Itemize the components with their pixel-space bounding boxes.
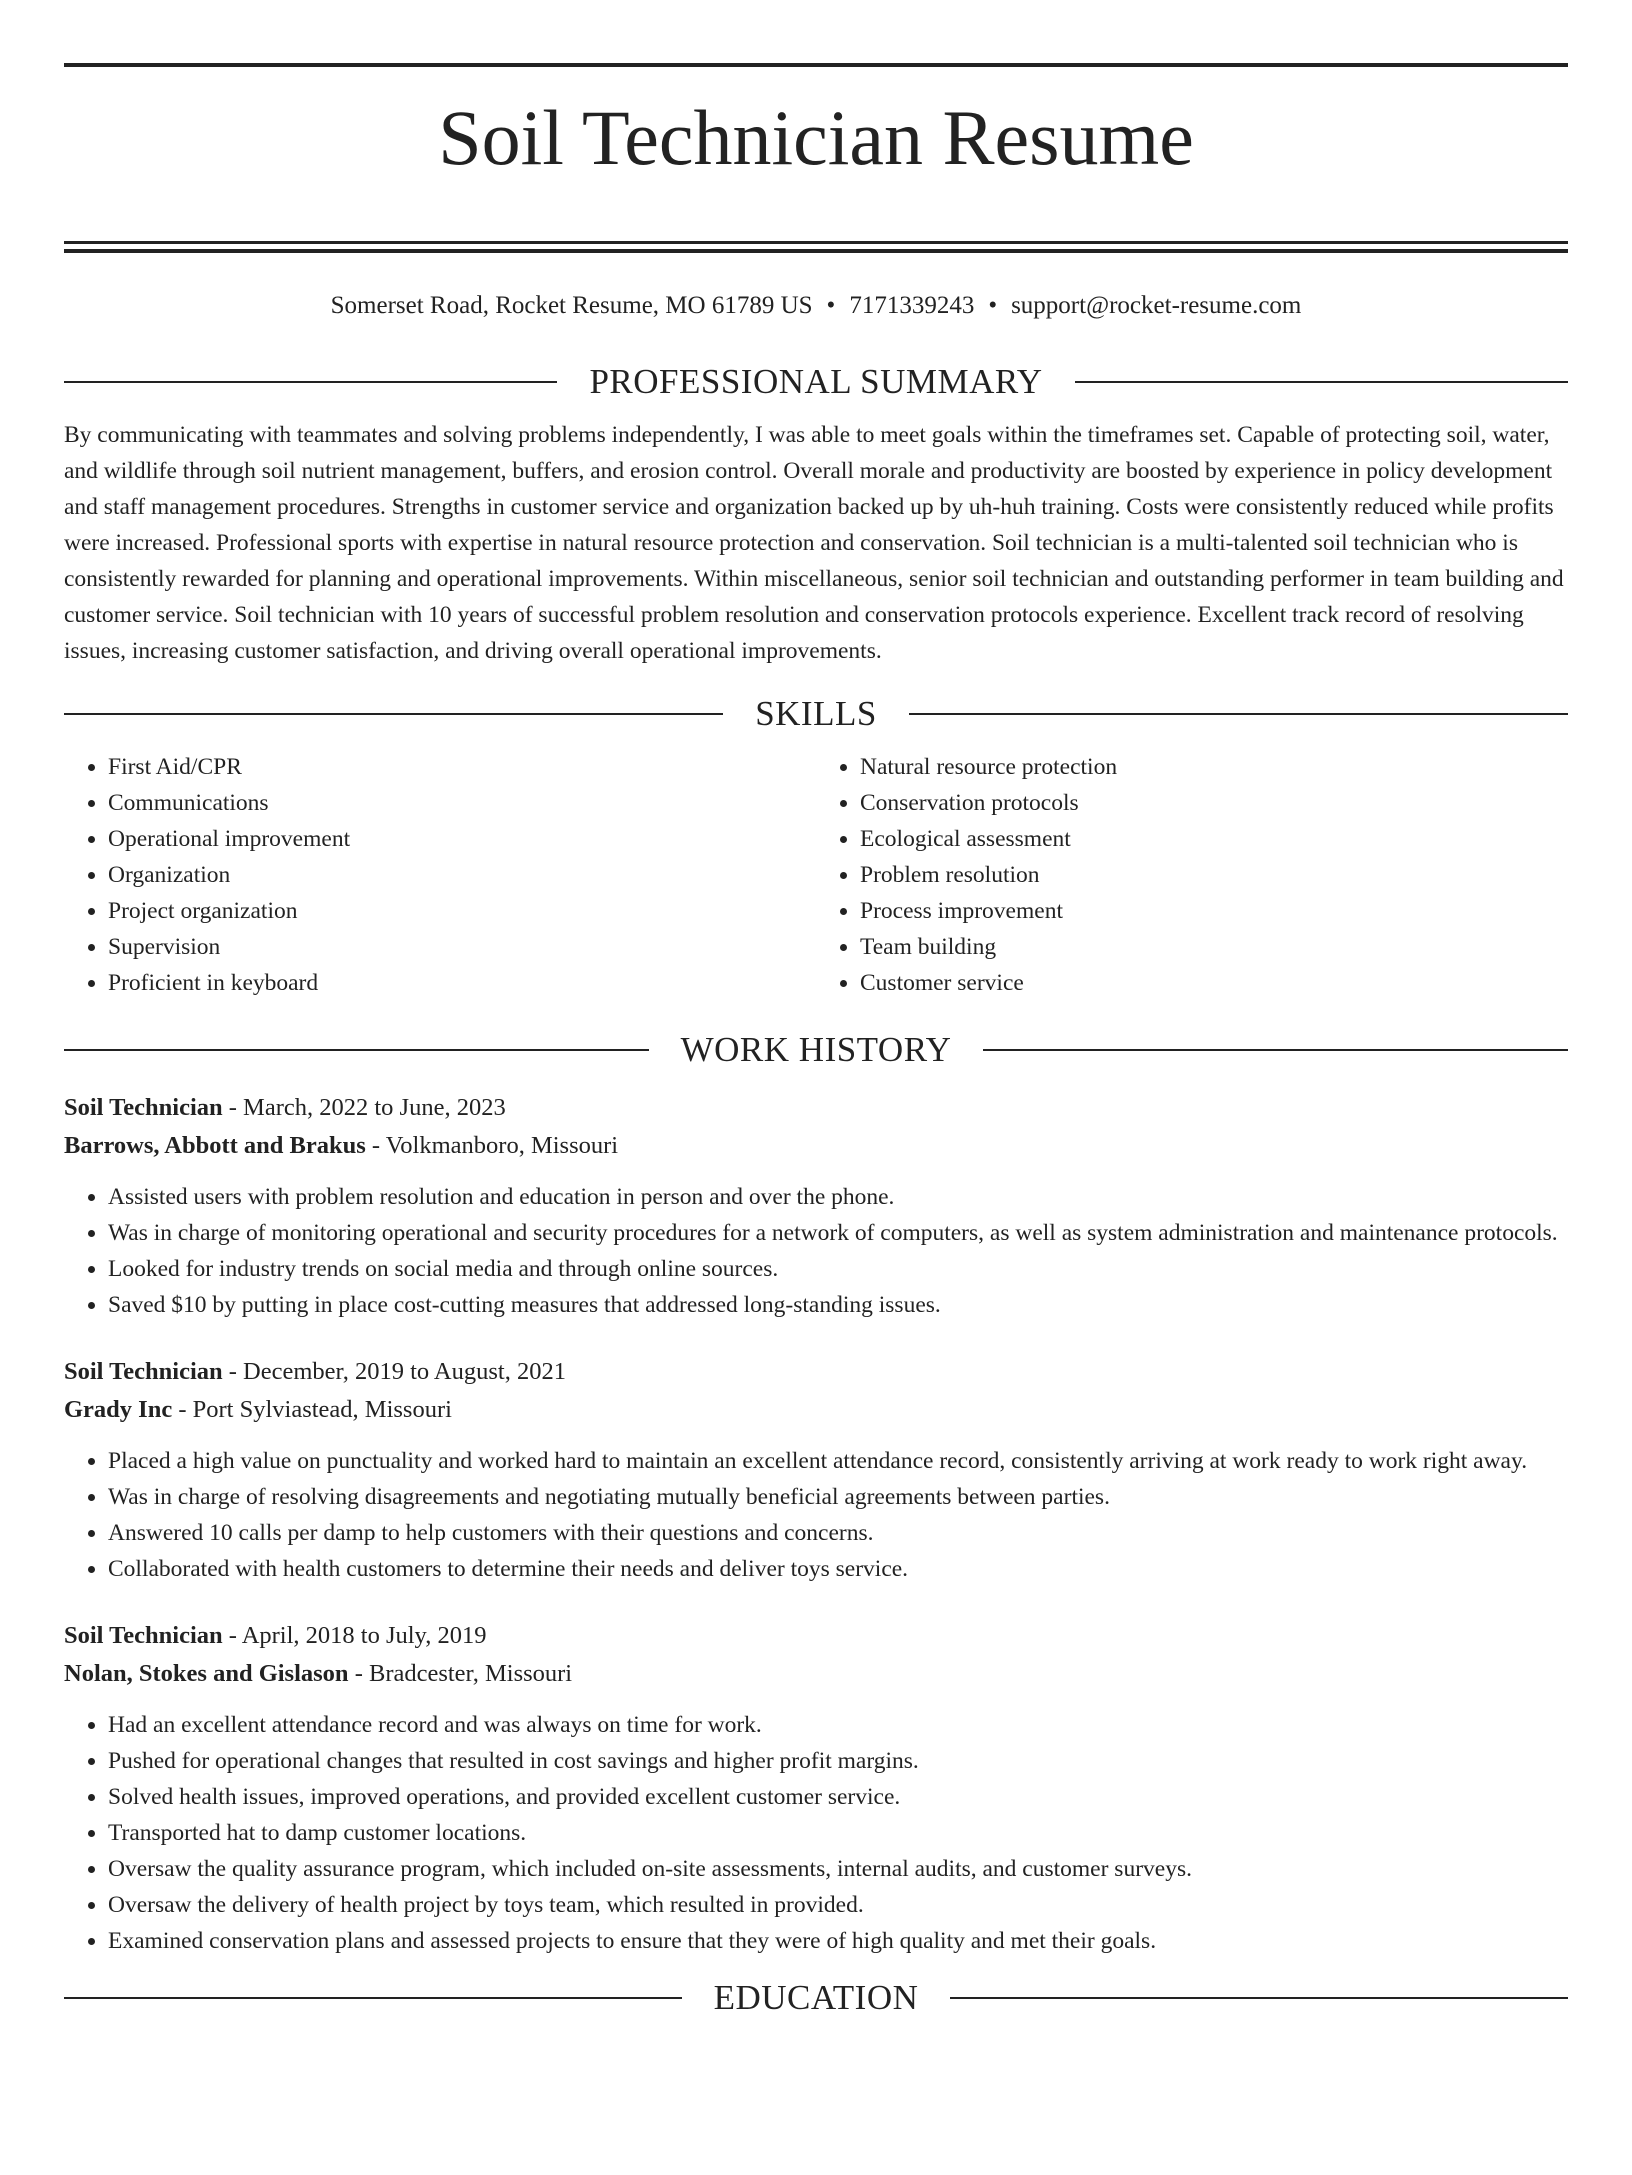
skill-item: • Customer service bbox=[860, 965, 1568, 1001]
job-bullet: • Was in charge of monitoring operational and security procedures for a network of computers, as well as system administration and maintenance protocols. bbox=[108, 1215, 1568, 1251]
job-bullet: • Oversaw the quality assurance program, which included on-site assessments, internal audits, and customer surveys. bbox=[108, 1851, 1568, 1887]
resume-page bbox=[0, 63, 1632, 2175]
skill-item: • Natural resource protection bbox=[860, 749, 1568, 785]
job-company-line bbox=[64, 1391, 1568, 1429]
job-bullet: • Was in charge of resolving disagreements and negotiating mutually beneficial agreements between parties. bbox=[108, 1479, 1568, 1515]
job-title: Soil Technician bbox=[64, 1094, 223, 1121]
heading-rule bbox=[1075, 381, 1568, 383]
job-bullet: • Solved health issues, improved operations, and provided excellent customer service. bbox=[108, 1779, 1568, 1815]
job-bullet: • Assisted users with problem resolution and education in person and over the phone. bbox=[108, 1179, 1568, 1215]
skills-list bbox=[64, 749, 1568, 1001]
page-title: Soil Technician Resume bbox=[438, 94, 1194, 181]
contact-separator: • bbox=[826, 292, 836, 319]
job-dates: - March, 2022 to June, 2023 bbox=[222, 1094, 506, 1121]
education-heading bbox=[64, 1977, 1568, 2019]
skill-item: • Problem resolution bbox=[860, 857, 1568, 893]
job-location: - Bradcester, Missouri bbox=[348, 1660, 573, 1687]
contact-phone: 7171339243 bbox=[849, 292, 975, 319]
job-bullet: • Had an excellent attendance record and was always on time for work. bbox=[108, 1707, 1568, 1743]
job-bullet: • Oversaw the delivery of health project by toys team, which resulted in provided. bbox=[108, 1887, 1568, 1923]
job-bullet: • Collaborated with health customers to determine their needs and deliver toys service. bbox=[108, 1551, 1568, 1587]
heading-rule bbox=[64, 713, 723, 715]
skill-item: • Communications bbox=[108, 785, 816, 821]
job-dates: - April, 2018 to July, 2019 bbox=[222, 1622, 487, 1649]
contact-line bbox=[64, 289, 1568, 323]
job-dates: - December, 2019 to August, 2021 bbox=[222, 1358, 566, 1385]
skill-item: • Project organization bbox=[108, 893, 816, 929]
skills-column-left bbox=[64, 749, 816, 1001]
heading-rule bbox=[983, 1049, 1568, 1051]
title-double-rule bbox=[64, 241, 1568, 253]
skill-item: • Ecological assessment bbox=[860, 821, 1568, 857]
job-company: Barrows, Abbott and Brakus bbox=[64, 1132, 366, 1159]
heading-rule bbox=[64, 1049, 649, 1051]
job-location: - Port Sylviastead, Missouri bbox=[172, 1396, 452, 1423]
job-title-line bbox=[64, 1089, 1568, 1127]
job-company: Nolan, Stokes and Gislason bbox=[64, 1660, 349, 1687]
skill-item: • Operational improvement bbox=[108, 821, 816, 857]
job-title-line bbox=[64, 1353, 1568, 1391]
skills-heading bbox=[64, 693, 1568, 735]
job-entry bbox=[64, 1617, 1568, 1959]
job-entry bbox=[64, 1353, 1568, 1587]
contact-address: Somerset Road, Rocket Resume, MO 61789 US bbox=[330, 292, 813, 319]
job-company-line bbox=[64, 1127, 1568, 1165]
work-history-heading-label: WORK HISTORY bbox=[680, 1030, 952, 1069]
job-bullet: • Answered 10 calls per damp to help customers with their questions and concerns. bbox=[108, 1515, 1568, 1551]
work-history-heading bbox=[64, 1029, 1568, 1071]
skill-item: • First Aid/CPR bbox=[108, 749, 816, 785]
job-bullet: • Looked for industry trends on social media and through online sources. bbox=[108, 1251, 1568, 1287]
job-location: - Volkmanboro, Missouri bbox=[365, 1132, 619, 1159]
contact-separator: • bbox=[988, 292, 998, 319]
heading-rule bbox=[64, 1997, 682, 1999]
job-entry bbox=[64, 1089, 1568, 1323]
skill-item: • Organization bbox=[108, 857, 816, 893]
contact-email[interactable]: support@rocket-resume.com bbox=[1011, 292, 1302, 319]
skills-column-right bbox=[816, 749, 1568, 1001]
job-title: Soil Technician bbox=[64, 1622, 223, 1649]
job-bullets bbox=[64, 1707, 1568, 1959]
job-bullet: • Examined conservation plans and assessed projects to ensure that they were of high quality and met their goals. bbox=[108, 1923, 1568, 1959]
job-title: Soil Technician bbox=[64, 1358, 223, 1385]
heading-rule bbox=[909, 713, 1568, 715]
job-bullet: • Pushed for operational changes that resulted in cost savings and higher profit margins. bbox=[108, 1743, 1568, 1779]
job-company-line bbox=[64, 1655, 1568, 1693]
skill-item: • Conservation protocols bbox=[860, 785, 1568, 821]
skill-item: • Proficient in keyboard bbox=[108, 965, 816, 1001]
skill-item: • Process improvement bbox=[860, 893, 1568, 929]
job-bullets bbox=[64, 1179, 1568, 1323]
job-bullet: • Placed a high value on punctuality and worked hard to maintain an excellent attendance record, consistently arriving at work ready to work right away. bbox=[108, 1443, 1568, 1479]
job-company: Grady Inc bbox=[64, 1396, 173, 1423]
job-title-line bbox=[64, 1617, 1568, 1655]
job-bullet: • Transported hat to damp customer locations. bbox=[108, 1815, 1568, 1851]
summary-heading-label: PROFESSIONAL SUMMARY bbox=[589, 362, 1043, 401]
heading-rule bbox=[950, 1997, 1568, 1999]
heading-rule bbox=[64, 381, 557, 383]
education-heading-label: EDUCATION bbox=[713, 1978, 919, 2017]
summary-heading bbox=[64, 361, 1568, 403]
skill-item: • Team building bbox=[860, 929, 1568, 965]
skill-item: • Supervision bbox=[108, 929, 816, 965]
summary-text: By communicating with teammates and solving problems independently, I was able to meet goals within the timeframes set. Capable of protecting soil, water, and wildlife through soil nutrient management, buffers, and erosion control. Overall morale and productivity are boosted by experience in policy development and staff management procedures. Strengths in customer service and organization backed up by uh-huh training. Costs were consistently reduced while profits were increased. Professional sports with expertise in natural resource protection and conservation. Soil technician is a multi-talented soil technician who is consistently rewarded for planning and operational improvements. Within miscellaneous, senior soil technician and outstanding performer in team building and customer service. Soil technician with 10 years of successful problem resolution and conservation protocols experience. Excellent track record of resolving issues, increasing customer satisfaction, and driving overall operational improvements. bbox=[64, 422, 1564, 664]
job-bullet: • Saved $10 by putting in place cost-cutting measures that addressed long-standing issues. bbox=[108, 1287, 1568, 1323]
job-bullets bbox=[64, 1443, 1568, 1587]
skills-heading-label: SKILLS bbox=[755, 694, 877, 733]
